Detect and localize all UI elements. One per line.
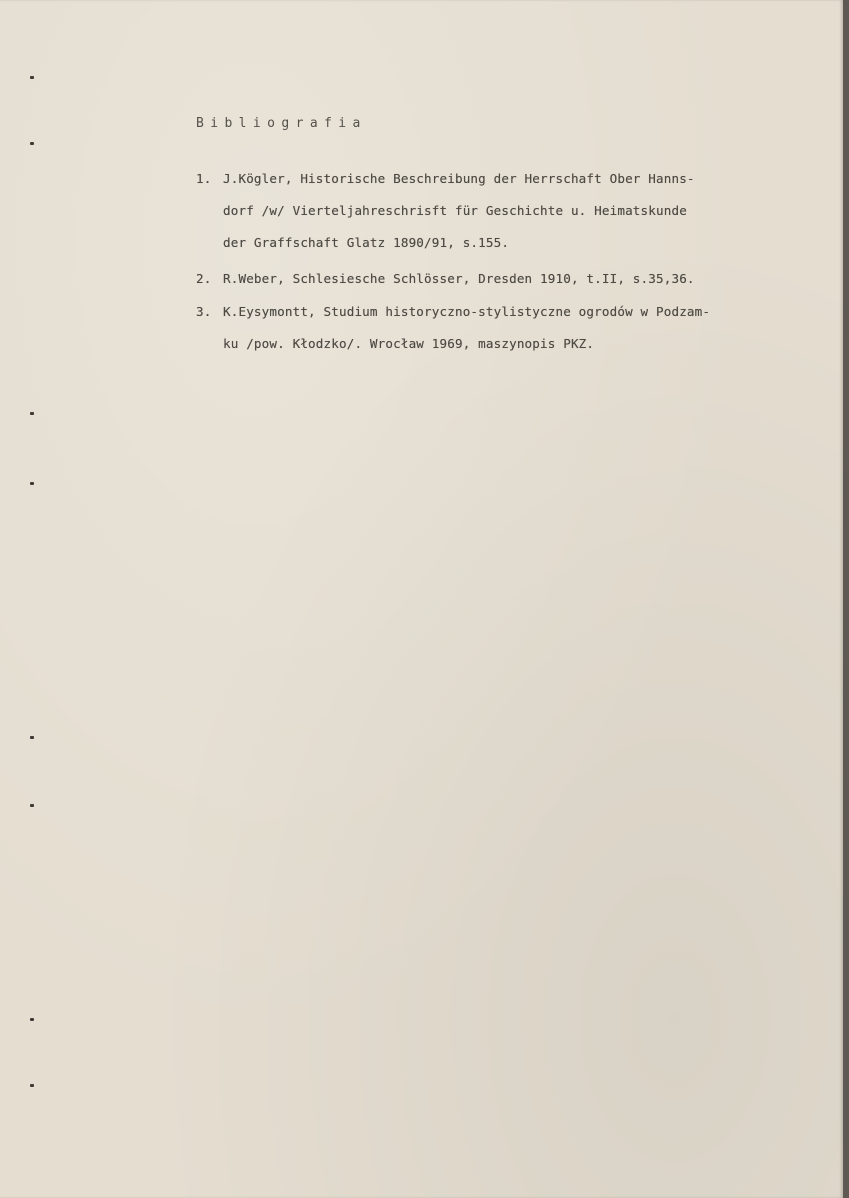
margin-mark <box>30 412 34 415</box>
bibliography-entry-2 <box>196 263 695 295</box>
entry-line: K.Eysymontt, Studium historyczno-stylistyczne ogrodów w Podzam- <box>223 304 711 319</box>
margin-mark <box>30 76 34 79</box>
entry-number: 1. <box>196 171 212 186</box>
margin-mark <box>30 142 34 145</box>
entry-line: J.Kögler, Historische Beschreibung der Herrschaft Ober Hanns- <box>223 171 695 186</box>
entry-line: der Graffschaft Glatz 1890/91, s.155. <box>223 235 510 250</box>
margin-mark <box>30 804 34 807</box>
margin-mark <box>30 736 34 739</box>
entry-number: 3. <box>196 304 212 319</box>
entry-number: 2. <box>196 271 212 286</box>
margin-mark <box>30 1084 34 1087</box>
bibliography-entry-3 <box>196 296 710 360</box>
bibliography-entry-1 <box>196 163 695 259</box>
entry-line: dorf /w/ Vierteljahreschrisft für Geschichte u. Heimatskunde <box>223 203 687 218</box>
entry-line: R.Weber, Schlesiesche Schlösser, Dresden 1910, t.II, s.35,36. <box>223 271 695 286</box>
bibliography-heading: Bibliografia <box>196 116 367 131</box>
margin-mark <box>30 1018 34 1021</box>
entry-line: ku /pow. Kłodzko/. Wrocław 1969, maszynopis PKZ. <box>223 336 595 351</box>
scan-edge <box>843 0 849 1198</box>
margin-mark <box>30 482 34 485</box>
